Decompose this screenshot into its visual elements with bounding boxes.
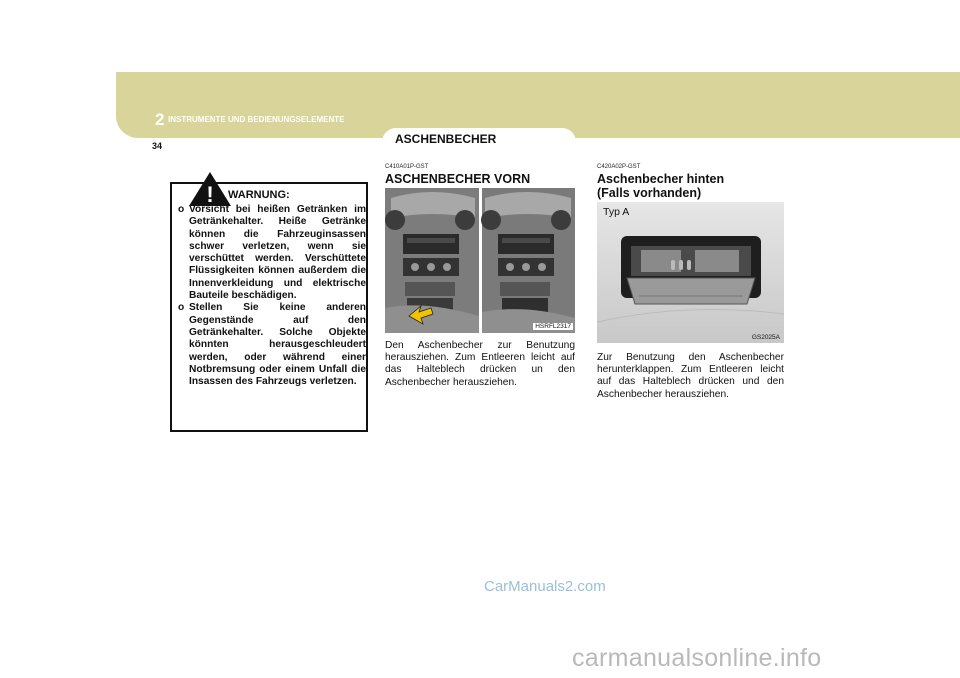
watermark-carmanuals2: CarManuals2.com (484, 578, 606, 595)
rear-heading-line2: (Falls vorhanden) (597, 186, 702, 200)
warning-list (178, 204, 366, 388)
front-code: C410A01P-GST (385, 164, 429, 170)
warning-item (178, 204, 366, 302)
rear-ashtray-photo (597, 202, 784, 343)
rear-ashtray-illustration (597, 202, 784, 343)
warning-box (170, 182, 368, 432)
rear-image-caption: Typ A (603, 206, 630, 218)
section-tab (382, 128, 576, 150)
rear-code: C420A02P-GST (597, 164, 641, 170)
warning-item-text: Vorsicht bei heißen Getränken im Getränkehalter. Heiße Getränke können die Fahrzeuginsassen schwer verletzen, wenn sie verschüttet werden. Verschüttete Flüssigkeiten können außerdem die Innenverkleidung und elektrische Bauteile beschädigen. (189, 204, 366, 302)
chapter-number: 2 (155, 110, 165, 129)
warning-bullet: o (178, 204, 185, 215)
warning-symbol: ! (206, 182, 214, 207)
chapter-title: INSTRUMENTE UND BEDIENUNGSELEMENTE (168, 115, 345, 124)
warning-triangle-icon (188, 171, 232, 207)
warning-item-text: Stellen Sie keine anderen Gegenstände auf den Getränkehalter. Solche Objekte könnten herausgeschleudert werden, oder während einer Notbremsung oder einem Unfall die Insassen des Fahrzeugs verletzen. (189, 302, 366, 388)
warning-bullet: o (178, 302, 185, 314)
warning-item (178, 302, 366, 388)
page-number: 34 (152, 141, 163, 151)
front-heading: ASCHENBECHER VORN (385, 172, 531, 186)
front-ashtray-photo (385, 188, 575, 333)
front-image-label: HSRFL2317 (535, 323, 571, 330)
watermark-carmanualsonline: carmanualsonline.info (572, 644, 822, 672)
rear-body: Zur Benutzung den Aschenbecher herunterklappen. Zum Entleeren leicht auf das Halteblech drücken und den Aschenbecher herausziehen. (597, 352, 784, 400)
warning-title: WARNUNG: (228, 189, 290, 201)
front-body: Den Aschenbecher zur Benutzung herausziehen. Zum Entleeren leicht auf das Halteblech drücken un den Aschenbecher herausziehen. (385, 340, 575, 388)
section-title: ASCHENBECHER (395, 132, 497, 146)
rear-image-label: GS2025A (751, 334, 780, 341)
rear-heading-line1: Aschenbecher hinten (597, 172, 725, 186)
dashboard-illustration (385, 188, 575, 333)
